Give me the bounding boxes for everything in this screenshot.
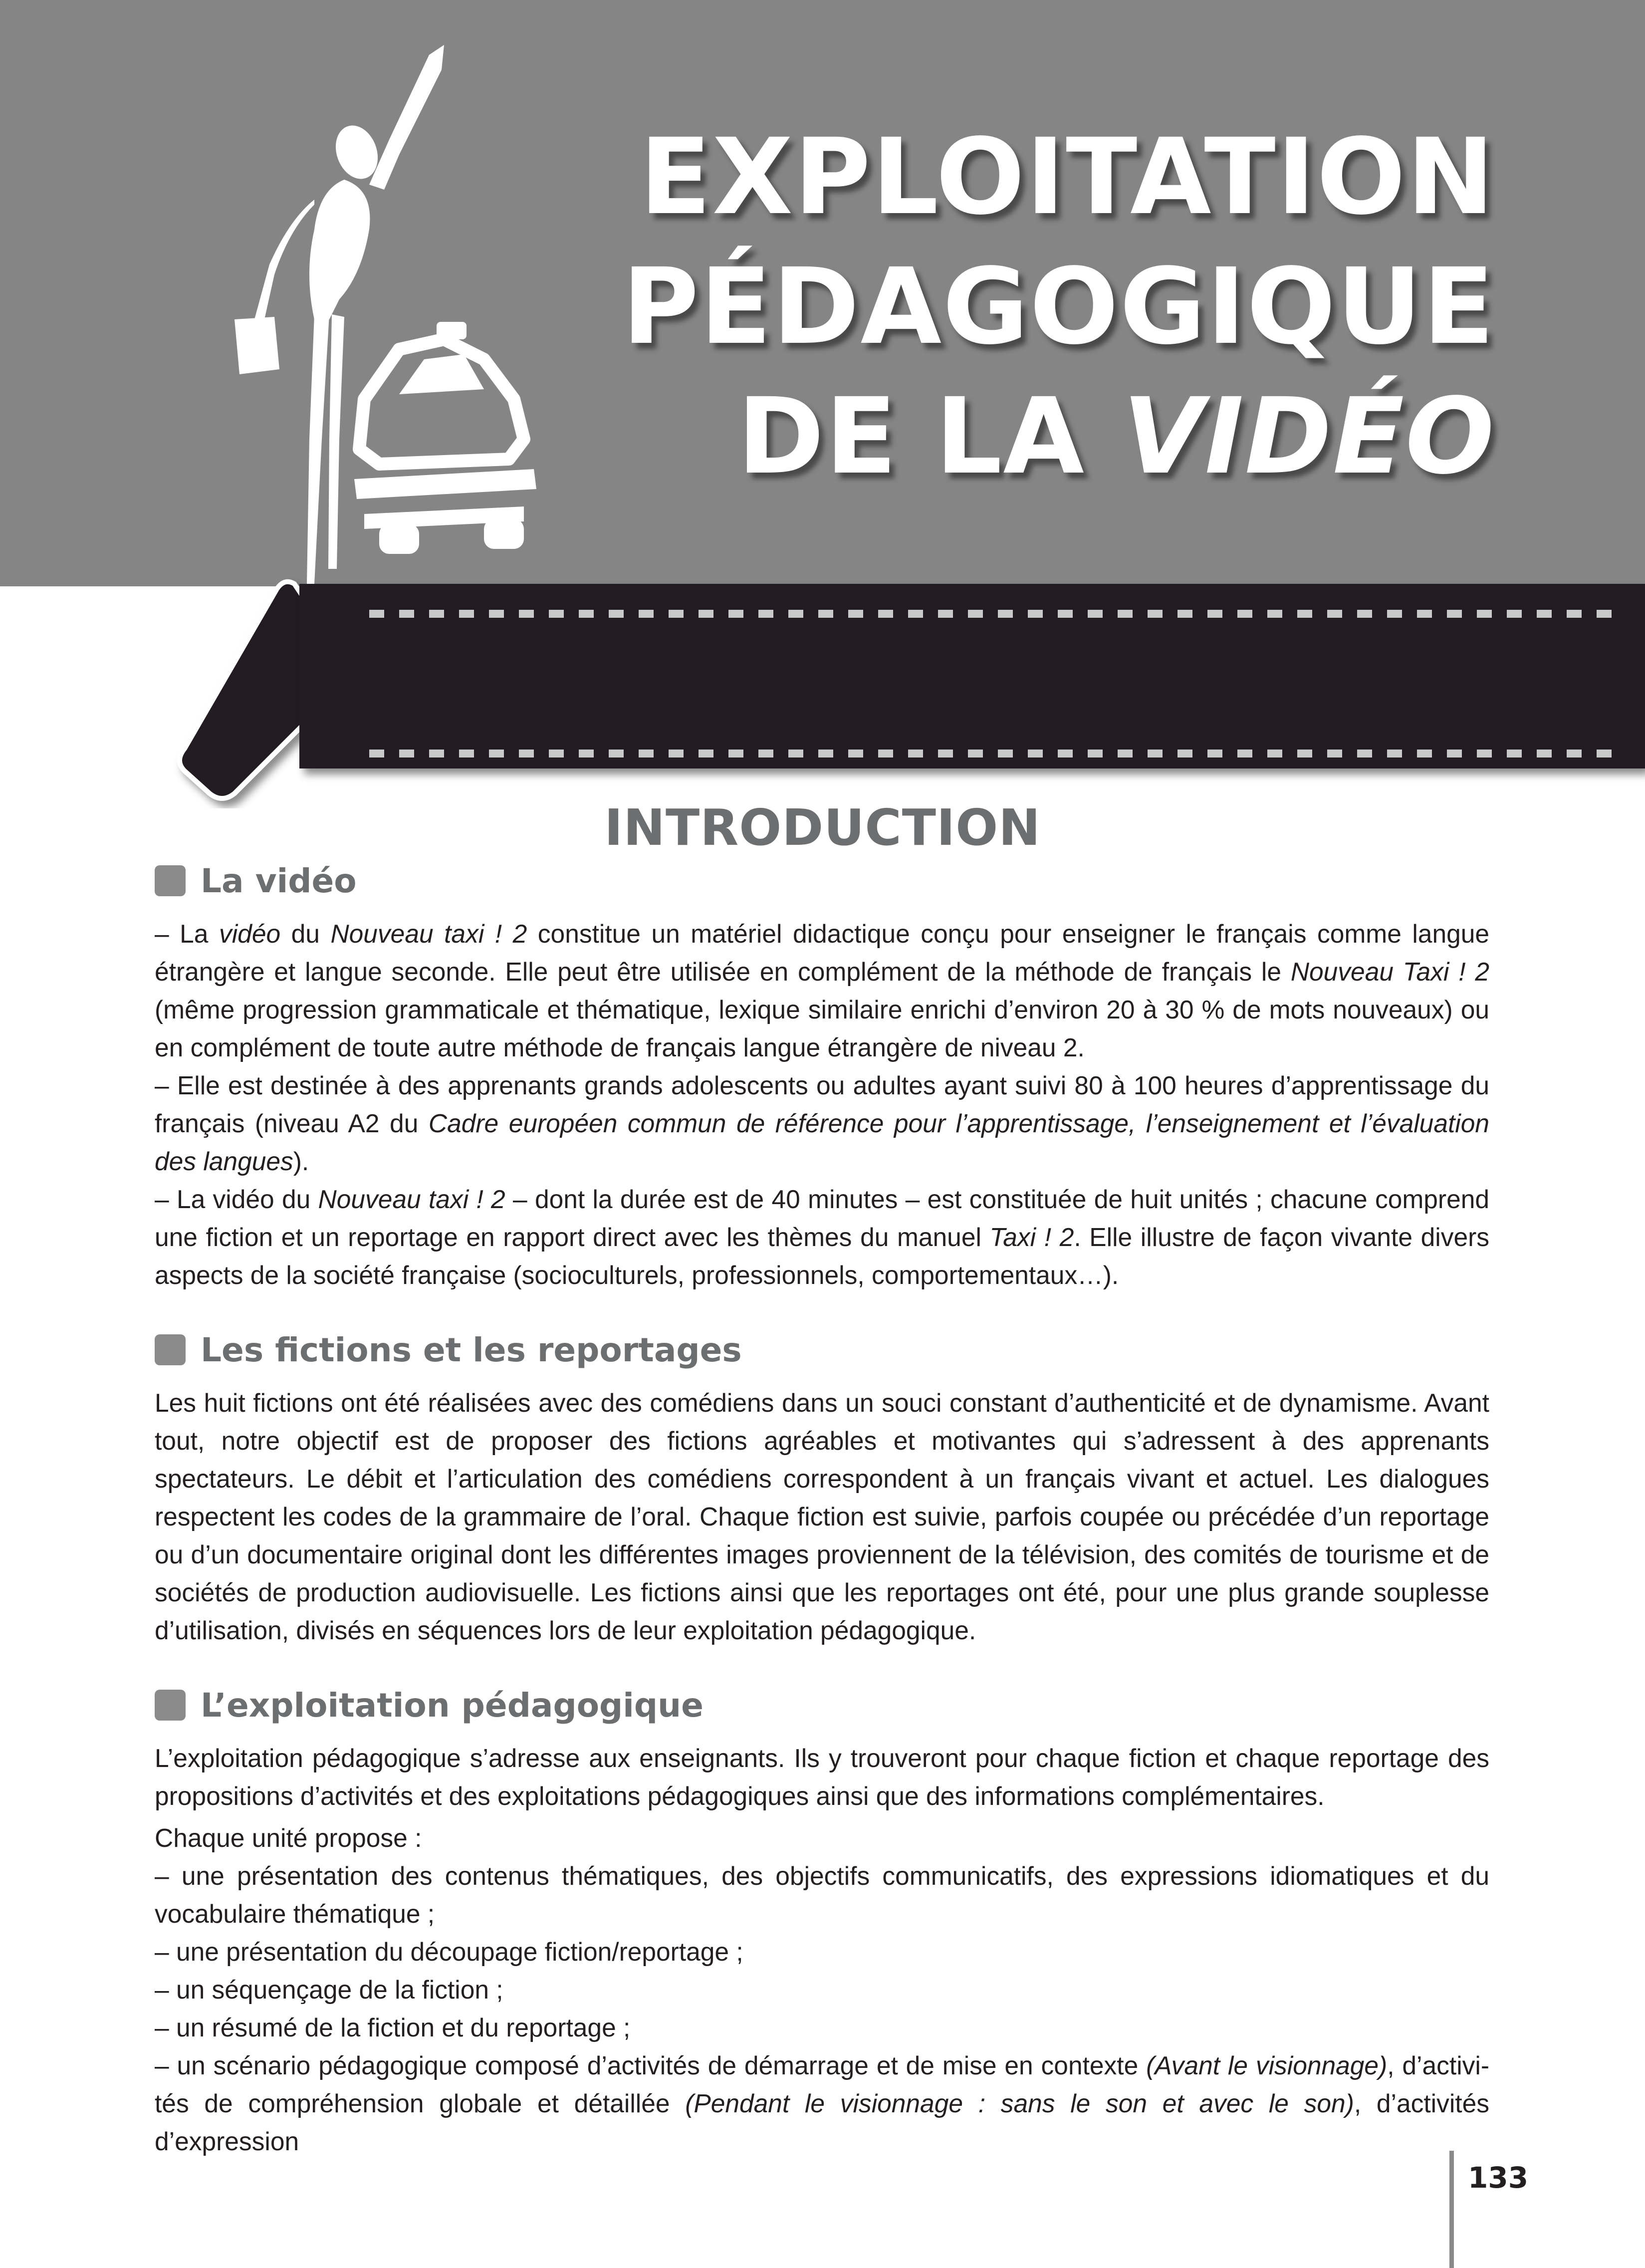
exploitation-paragraph-2: Chaque unité propose :	[155, 1823, 422, 1852]
exploitation-list-item: – un séquençage de la fiction ;	[155, 1975, 503, 2004]
exploitation-list-item-last: – un scénario pédagogique composé d’activités de démarrage et de mise en contexte (Avant le visionnage), d’activités de compréhension globale et détaillée (Pendant le visionnage : sans le son et avec le son), d’activités d’expression	[155, 2051, 1489, 2156]
page-number-rule	[1449, 2151, 1454, 2268]
title-line-3-prefix: DE LA	[737, 375, 1123, 498]
exploitation-paragraph-1: L’exploitation pédagogique s’adresse aux enseignants. Ils y trouveront pour chaque fiction et chaque reportage des propositions d’activités et des exploitations pédagogiques ainsi que des informations complémentaires.	[155, 1744, 1489, 1810]
section-heading-exploitation	[155, 1680, 1489, 1730]
section-bullet-icon	[155, 1690, 186, 1721]
video-paragraph-1: – La vidéo du Nouveau taxi ! 2 constitue un matériel didactique conçu pour enseigner le français comme langue étrangère et langue seconde. Elle peut être utilisée en complément de la méthode de français le Nouveau Taxi ! 2 (même progression grammaticale et thématique, lexique similaire enrichi d’environ 20 à 30 % de mots nouveaux) ou en complément de toute autre méthode de français langue étrangère de niveau 2.	[155, 919, 1490, 1062]
title-line-3-italic: VIDÉO	[1123, 375, 1495, 498]
title-line-1: EXPLOITATION	[639, 116, 1495, 238]
page-title	[622, 112, 1495, 502]
title-line-3	[622, 372, 1495, 502]
fictions-paragraph: Les huit fictions ont été réalisées avec des comédiens dans un souci constant d’authenticité et de dynamisme. Avant tout, notre objectif est de proposer des fictions agréables et motivantes qui s’adressent à des apprenants spectateurs. Le débit et l’articulation des comédiens correspondent à un français vivant et actuel. Les dialogues respectent les codes de la grammaire de l’oral. Chaque fiction est suivie, parfois coupée ou précédée d’un reportage ou d’un documentaire original dont les différentes images proviennent de la télévision, des comités de tourisme et de sociétés de production audiovisuelle. Les fictions ainsi que les reportages ont été, pour une plus grande souplesse d’utilisation, divisés en séquences lors de leur exploitation pédagogique.	[155, 1388, 1489, 1645]
title-line-2: PÉDAGOGIQUE	[622, 246, 1495, 368]
section-heading-label: La vidéo	[201, 861, 357, 900]
exploitation-list-item: – une présentation des contenus thématiques, des objectifs communicatifs, des expressions idiomatiques et du vocabulaire thématique ;	[155, 1861, 1489, 1928]
section-bullet-icon	[155, 865, 186, 896]
video-paragraph-2: – Elle est destinée à des apprenants grands adolescents ou adultes ayant suivi 80 à 100 heures d’apprentissage du français (niveau A2 du Cadre européen commun de référence pour l’apprentissage, l’enseignement et l’évaluation des langues).	[155, 1071, 1490, 1176]
section-bullet-icon	[155, 1334, 186, 1365]
introduction-heading: INTRODUCTION	[604, 798, 1041, 857]
exploitation-list-item: – une présentation du découpage fiction/reportage ;	[155, 1937, 743, 1966]
section-heading-label: L’exploitation pédagogique	[201, 1686, 704, 1725]
page-number: 133	[1468, 2161, 1529, 2195]
section-heading-label: Les fictions et les reportages	[201, 1330, 742, 1369]
section-heading-video	[155, 856, 1489, 906]
filmstrip-icon	[170, 574, 1645, 808]
video-paragraph-3: – La vidéo du Nouveau taxi ! 2 – dont la durée est de 40 minutes – est constituée de huit unités ; chacune comprend une fiction et un reportage en rapport direct avec les thèmes du manuel Taxi ! 2. Elle illustre de façon vivante divers aspects de la société française (socioculturels, professionnels, comportementaux…).	[155, 1185, 1490, 1289]
main-content	[155, 856, 1489, 2160]
section-heading-fictions	[155, 1325, 1489, 1375]
hailing-taxi-figure-icon	[165, 40, 554, 599]
exploitation-list-item: – un résumé de la fiction et du reportage ;	[155, 2013, 631, 2042]
